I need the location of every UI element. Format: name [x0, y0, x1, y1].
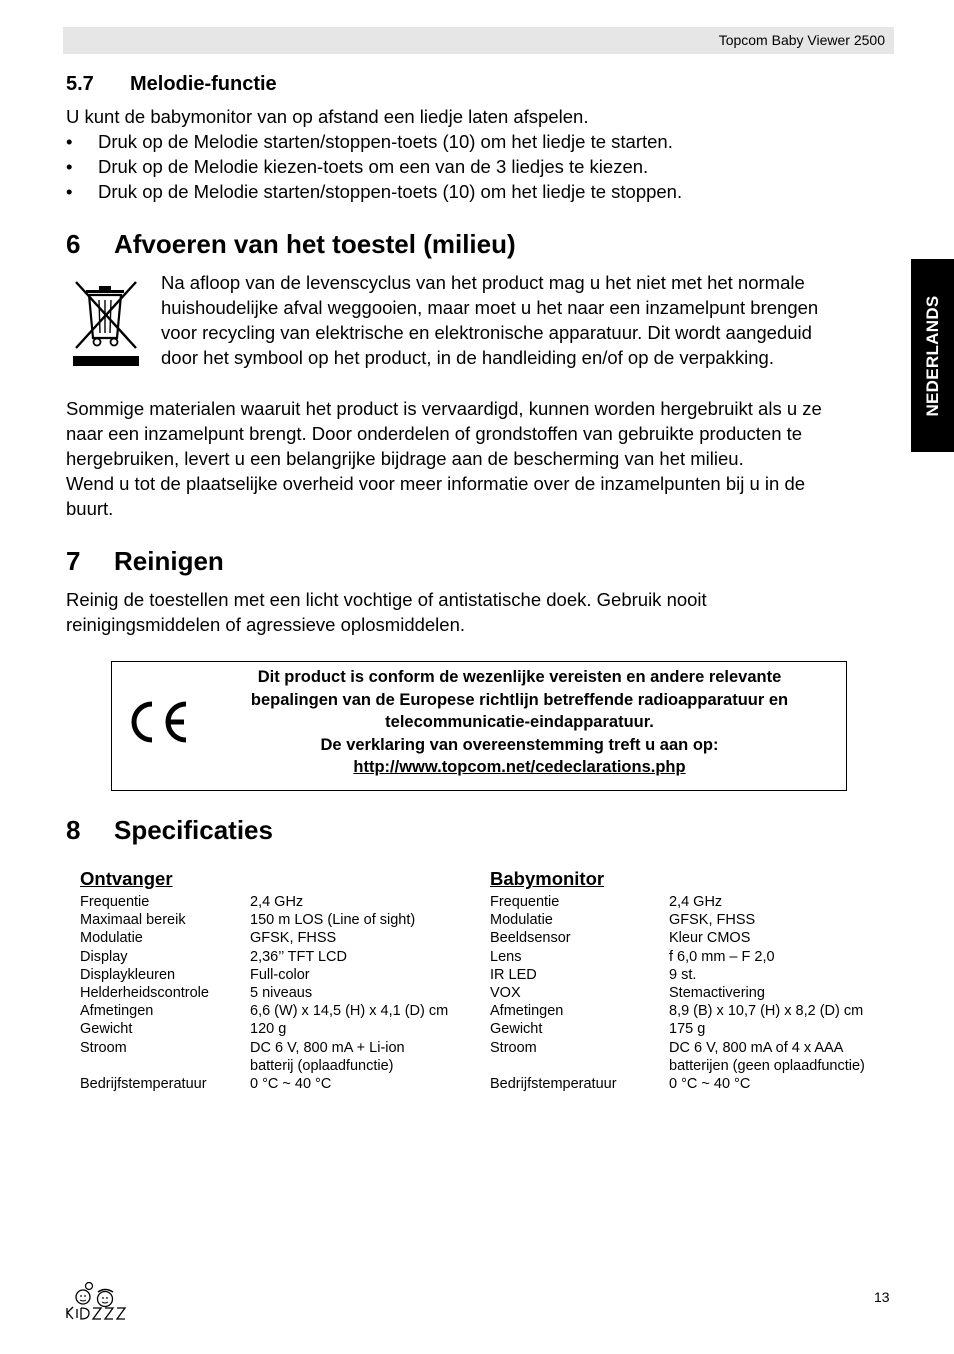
table-row: [490, 1075, 899, 1093]
table-row: [80, 1002, 470, 1020]
table-row: [80, 911, 470, 929]
table-row: [490, 929, 899, 947]
spec-label: Frequentie: [490, 894, 560, 910]
spec-value: 8,9 (B) x 10,7 (H) x 8,2 (D) cm: [669, 1003, 864, 1020]
spec-value: 175 g: [669, 1021, 706, 1038]
section-number: 5.7: [66, 73, 94, 95]
table-row: [490, 911, 899, 929]
spec-label: Frequentie: [80, 894, 150, 910]
section-number: 8: [66, 815, 81, 845]
spec-value: f 6,0 mm – F 2,0: [669, 948, 775, 965]
text-line: bepalingen van de Europese richtlijn betreffende radioapparatuur en: [250, 690, 789, 709]
table-row: [490, 948, 899, 966]
list-item: • Druk op de Melodie starten/stoppen-toets (10) om het liedje te stoppen.: [66, 179, 682, 204]
spec-label: Bedrijfstemperatuur: [490, 1076, 617, 1093]
spec-label: IR LED: [490, 966, 537, 983]
receiver-spec-table: [80, 893, 470, 1093]
spec-label: Modulatie: [490, 912, 553, 929]
text-line: hergebruiken, levert u een belangrijke bijdrage aan de bescherming van het milieu.: [66, 448, 744, 469]
text-line: De verklaring van overeenstemming treft u aan op:: [320, 735, 719, 754]
text-line: huishoudelijke afval weggooien, maar moet u het naar een inzamelpunt brengen: [161, 297, 819, 318]
text-line: Dit product is conform de wezenlijke vereisten en andere relevante: [257, 668, 782, 686]
table-row: [490, 966, 899, 984]
text-line: naar een inzamelpunt brengt. Door onderdelen of grondstoffen van gebruikte producten te: [66, 423, 803, 444]
table-row: [80, 1075, 470, 1093]
spec-value-line: batterij (oplaadfunctie): [250, 1057, 394, 1074]
spec-value: [250, 1039, 470, 1075]
table-row: [80, 929, 470, 947]
table-row: [490, 1039, 899, 1075]
language-label: NEDERLANDS: [922, 294, 942, 417]
header-bar: [63, 27, 894, 54]
spec-value: Stemactivering: [669, 985, 765, 1002]
section-heading-6: [66, 229, 516, 260]
text-line: Reinig de toestellen met een licht vochtige of antistatische doek. Gebruik nooit: [66, 589, 707, 610]
header-title: Topcom Baby Viewer 2500: [718, 32, 885, 48]
table-row: [80, 948, 470, 966]
table-row: [80, 966, 470, 984]
spec-label: Beeldsensor: [490, 930, 571, 947]
table-row: [490, 1002, 899, 1020]
spec-value: 2,4 GHz: [669, 894, 723, 910]
text-line: door het symbool op het product, in de handleiding en/of op de verpakking.: [161, 347, 774, 368]
text-line: voor recycling van elektrische en elektronische apparatuur. Dit wordt aangeduid: [161, 322, 812, 343]
text-line: buurt.: [66, 498, 114, 519]
spec-label: Lens: [490, 948, 522, 965]
spec-value: 6,6 (W) x 14,5 (H) x 4,1 (D) cm: [250, 1003, 449, 1020]
spec-value: 0 °C ~ 40 °C: [669, 1076, 751, 1093]
babymonitor-heading: Babymonitor: [490, 868, 605, 889]
list-item: • Druk op de Melodie kiezen-toets om een van de 3 liedjes te kiezen.: [66, 154, 682, 179]
weee-bin-icon: [70, 278, 142, 368]
spec-value: 0 °C ~ 40 °C: [250, 1076, 332, 1093]
text-line: reinigingsmiddelen of agressieve oplosmiddelen.: [66, 614, 466, 635]
page-number: 13: [874, 1289, 890, 1305]
kidzzz-logo-icon: [63, 1278, 137, 1322]
spec-label: Bedrijfstemperatuur: [80, 1076, 207, 1093]
spec-value: 2,36’’ TFT LCD: [250, 948, 347, 965]
table-row: [80, 984, 470, 1002]
spec-value-line: DC 6 V, 800 mA + Li-ion: [250, 1039, 405, 1056]
spec-label: Gewicht: [80, 1021, 133, 1038]
spec-label: Display: [80, 948, 128, 965]
receiver-heading: Ontvanger: [80, 868, 173, 889]
table-row: [490, 893, 899, 911]
spec-value: 9 st.: [669, 966, 697, 983]
language-side-tab: [911, 259, 954, 452]
section-number: 6: [66, 229, 81, 259]
spec-value: GFSK, FHSS: [669, 912, 756, 929]
section-heading-5-7: [66, 73, 277, 96]
section-title: Specificaties: [114, 815, 273, 845]
spec-label: Modulatie: [80, 930, 143, 947]
spec-value: 150 m LOS (Line of sight): [250, 912, 416, 929]
spec-label: Stroom: [490, 1039, 537, 1056]
ce-mark-icon: [124, 698, 190, 746]
disposal-paragraph-2: [66, 396, 896, 521]
text-line: Wend u tot de plaatselijke overheid voor meer informatie over de inzamelpunten bij u in de: [66, 473, 806, 494]
spec-label: Afmetingen: [490, 1003, 564, 1020]
disposal-paragraph-1: [161, 270, 896, 370]
section-number: 7: [66, 546, 81, 576]
spec-value: 120 g: [250, 1021, 287, 1038]
babymonitor-spec-table: [490, 893, 899, 1093]
list-item: • Druk op de Melodie starten/stoppen-toets (10) om het liedje te starten.: [66, 129, 682, 154]
section-heading-7: [66, 546, 224, 577]
spec-label: VOX: [490, 985, 521, 1002]
spec-label: Stroom: [80, 1039, 127, 1056]
spec-value: 2,4 GHz: [250, 894, 304, 910]
table-row: [80, 893, 470, 911]
ce-notice-text: [212, 666, 827, 779]
melody-bullet-list: [66, 129, 682, 204]
cleaning-paragraph: [66, 587, 896, 637]
ce-declarations-link[interactable]: http://www.topcom.net/cedeclarations.php: [353, 758, 686, 777]
section-title: Reinigen: [114, 546, 224, 576]
spec-value: 5 niveaus: [250, 985, 313, 1002]
melody-intro: U kunt de babymonitor van op afstand een liedje laten afspelen.: [66, 106, 589, 127]
spec-value-line: batterijen (geen oplaadfunctie): [669, 1057, 865, 1074]
table-row: [490, 1020, 899, 1038]
spec-label: Helderheidscontrole: [80, 985, 209, 1002]
text-line: telecommunicatie-eindapparatuur.: [385, 713, 654, 732]
section-title: Afvoeren van het toestel (milieu): [114, 229, 516, 259]
spec-value: [669, 1039, 899, 1075]
spec-label: Afmetingen: [80, 1003, 154, 1020]
table-row: [80, 1020, 470, 1038]
table-row: [80, 1039, 470, 1075]
ce-conformity-box: [111, 661, 847, 791]
spec-value: Full-color: [250, 966, 310, 983]
spec-value-line: DC 6 V, 800 mA of 4 x AAA: [669, 1039, 844, 1056]
text-line: Sommige materialen waaruit het product is vervaardigd, kunnen worden hergebruikt als u ze: [66, 398, 822, 419]
table-row: [490, 984, 899, 1002]
section-heading-8: [66, 815, 273, 846]
section-title: Melodie-functie: [130, 73, 277, 95]
spec-label: Gewicht: [490, 1021, 543, 1038]
spec-value: Kleur CMOS: [669, 930, 751, 947]
spec-label: Maximaal bereik: [80, 912, 186, 929]
spec-label: Displaykleuren: [80, 966, 176, 983]
text-line: Na afloop van de levenscyclus van het product mag u het niet met het normale: [161, 272, 805, 293]
spec-value: GFSK, FHSS: [250, 930, 337, 947]
